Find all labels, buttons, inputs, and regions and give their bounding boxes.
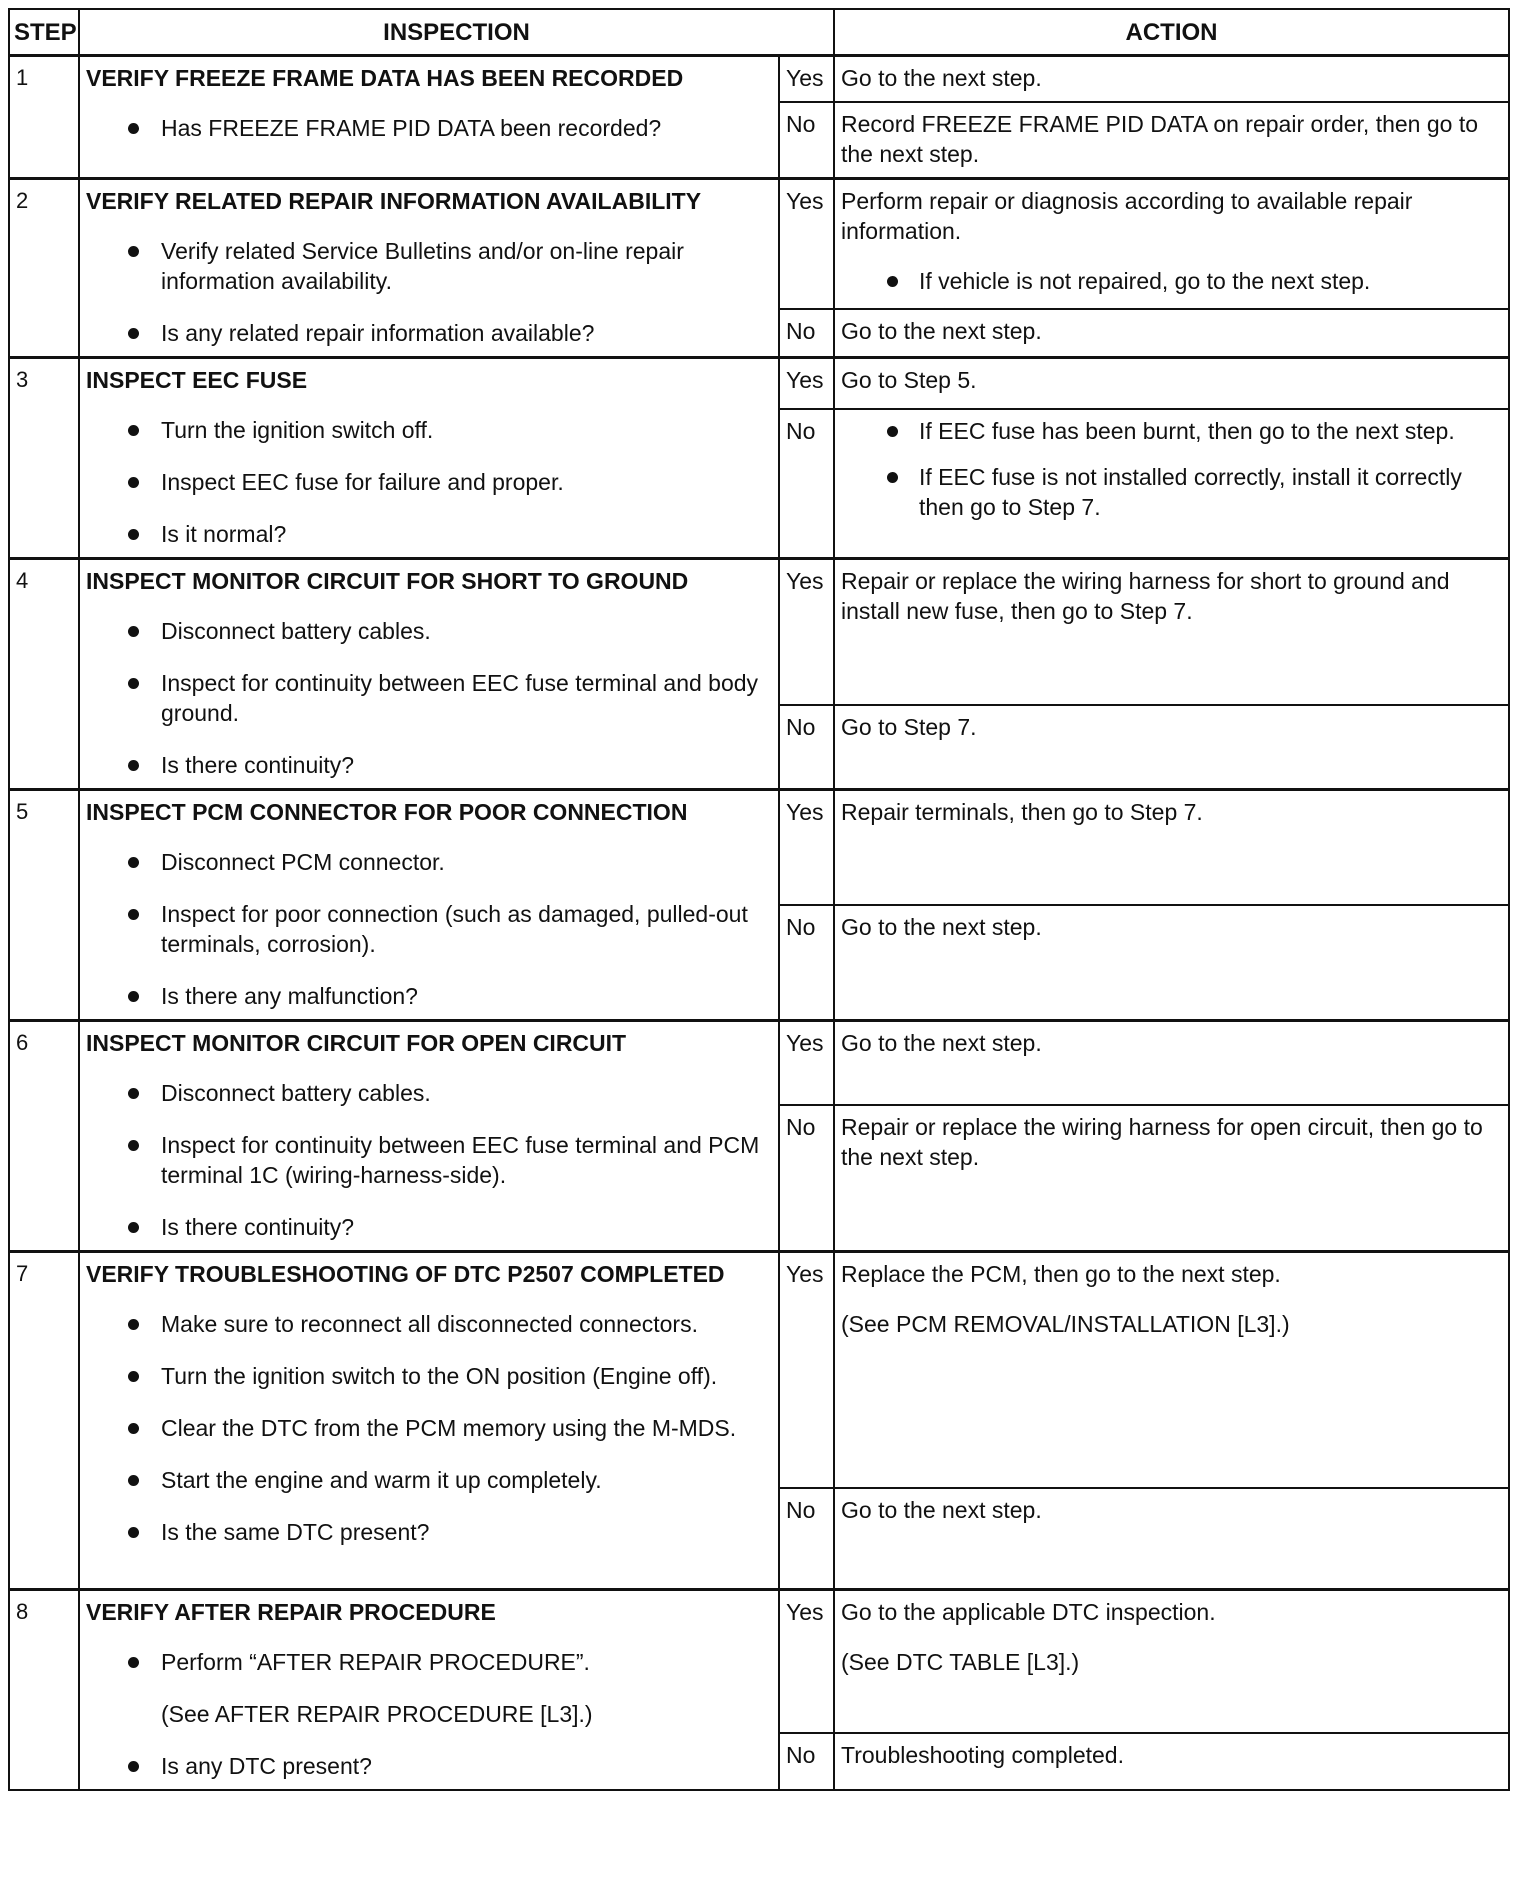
table-row bbox=[9, 1021, 1509, 1106]
bullet-dot-icon bbox=[128, 425, 139, 436]
inspection-bullet-item bbox=[86, 1078, 772, 1108]
step-number: 3 bbox=[9, 358, 79, 559]
inspection-title: INSPECT EEC FUSE bbox=[86, 367, 308, 393]
table-row bbox=[9, 1252, 1509, 1488]
inspection-cell bbox=[79, 559, 779, 790]
table-row bbox=[9, 1590, 1509, 1734]
no-label: No bbox=[779, 309, 834, 357]
inspection-title: VERIFY AFTER REPAIR PROCEDURE bbox=[86, 1599, 496, 1625]
no-label: No bbox=[779, 1733, 834, 1790]
yes-action-text: Go to the next step. bbox=[841, 1030, 1042, 1056]
inspection-bullet-item bbox=[86, 1517, 772, 1547]
inspection-bullet-item bbox=[86, 750, 772, 780]
no-label: No bbox=[779, 1488, 834, 1590]
yes-label: Yes bbox=[779, 56, 834, 103]
bullet-dot-icon bbox=[128, 1761, 139, 1772]
inspection-bullet-list bbox=[86, 1751, 772, 1781]
inspection-cell bbox=[79, 1252, 779, 1590]
header-step: STEP bbox=[9, 9, 79, 56]
yes-label: Yes bbox=[779, 358, 834, 409]
inspection-bullet-text: Is there any malfunction? bbox=[161, 983, 418, 1009]
inspection-bullet-text: Inspect for continuity between EEC fuse terminal and PCM terminal 1C (wiring-harness-side). bbox=[161, 1132, 760, 1188]
inspection-bullet-list bbox=[86, 415, 772, 549]
inspection-bullet-item bbox=[86, 318, 772, 348]
inspection-bullet-text: Start the engine and warm it up completely. bbox=[161, 1467, 602, 1493]
inspection-cell bbox=[79, 1021, 779, 1252]
yes-action-cell bbox=[834, 790, 1509, 906]
no-label: No bbox=[779, 1105, 834, 1251]
yes-action-cell bbox=[834, 1252, 1509, 1488]
inspection-bullet-item bbox=[86, 1130, 772, 1190]
inspection-cell bbox=[79, 56, 779, 179]
table-body bbox=[9, 56, 1509, 1791]
yes-action-bullet-text: If vehicle is not repaired, go to the next step. bbox=[919, 268, 1371, 294]
inspection-bullet-item bbox=[86, 1212, 772, 1242]
yes-action-text: (See PCM REMOVAL/INSTALLATION [L3].) bbox=[841, 1311, 1290, 1337]
bullet-dot-icon bbox=[128, 678, 139, 689]
bullet-dot-icon bbox=[128, 1475, 139, 1486]
inspection-bullet-item bbox=[86, 1309, 772, 1339]
yes-action-text: Perform repair or diagnosis according to available repair information. bbox=[841, 188, 1413, 244]
no-action-text: Record FREEZE FRAME PID DATA on repair order, then go to the next step. bbox=[841, 111, 1479, 167]
no-label: No bbox=[779, 705, 834, 790]
inspection-title: VERIFY TROUBLESHOOTING OF DTC P2507 COMPLETED bbox=[86, 1261, 725, 1287]
bullet-dot-icon bbox=[887, 472, 898, 483]
inspection-bullet-item bbox=[86, 113, 772, 143]
inspection-cell bbox=[79, 790, 779, 1021]
inspection-bullet-text: Is there continuity? bbox=[161, 1214, 355, 1240]
inspection-bullet-item bbox=[86, 847, 772, 877]
bullet-dot-icon bbox=[128, 1222, 139, 1233]
step-number: 4 bbox=[9, 559, 79, 790]
no-action-text: Repair or replace the wiring harness for open circuit, then go to the next step. bbox=[841, 1114, 1483, 1171]
inspection-bullet-item bbox=[86, 1647, 772, 1677]
inspection-bullet-text: Disconnect PCM connector. bbox=[161, 849, 445, 875]
yes-action-text: Go to the applicable DTC inspection. bbox=[841, 1599, 1216, 1625]
inspection-bullet-list bbox=[86, 1078, 772, 1242]
bullet-dot-icon bbox=[128, 1371, 139, 1382]
yes-action-cell bbox=[834, 358, 1509, 409]
inspection-bullet-list bbox=[86, 1647, 772, 1677]
bullet-dot-icon bbox=[128, 909, 139, 920]
step-number: 5 bbox=[9, 790, 79, 1021]
yes-label: Yes bbox=[779, 559, 834, 705]
no-label: No bbox=[779, 102, 834, 179]
inspection-title: INSPECT MONITOR CIRCUIT FOR OPEN CIRCUIT bbox=[86, 1030, 627, 1056]
inspection-bullet-item bbox=[86, 668, 772, 728]
inspection-bullet-item bbox=[86, 1361, 772, 1391]
yes-action-cell bbox=[834, 1021, 1509, 1106]
inspection-title: VERIFY FREEZE FRAME DATA HAS BEEN RECORDED bbox=[86, 65, 684, 91]
no-action-bullet-list bbox=[841, 416, 1502, 522]
no-action-cell bbox=[834, 905, 1509, 1021]
yes-action-bullet-list bbox=[841, 266, 1502, 296]
table-row bbox=[9, 790, 1509, 906]
table-row bbox=[9, 559, 1509, 705]
yes-label: Yes bbox=[779, 1252, 834, 1488]
yes-action-text: Go to Step 5. bbox=[841, 367, 977, 393]
inspection-bullet-text: Is there continuity? bbox=[161, 752, 355, 778]
step-number: 2 bbox=[9, 179, 79, 358]
no-label: No bbox=[779, 409, 834, 559]
yes-action-cell bbox=[834, 559, 1509, 705]
bullet-dot-icon bbox=[128, 626, 139, 637]
dtc-troubleshooting-table bbox=[8, 8, 1510, 1791]
inspection-bullet-item bbox=[86, 1751, 772, 1781]
inspection-bullet-text: Turn the ignition switch to the ON position (Engine off). bbox=[161, 1363, 718, 1389]
inspection-bullet-text: Inspect for poor connection (such as damaged, pulled-out terminals, corrosion). bbox=[161, 901, 748, 957]
inspection-cell bbox=[79, 358, 779, 559]
bullet-dot-icon bbox=[128, 1527, 139, 1538]
step-number: 6 bbox=[9, 1021, 79, 1252]
yes-label: Yes bbox=[779, 790, 834, 906]
inspection-bullet-text: Disconnect battery cables. bbox=[161, 618, 431, 644]
no-action-cell bbox=[834, 309, 1509, 357]
inspection-bullet-item bbox=[86, 899, 772, 959]
yes-label: Yes bbox=[779, 1590, 834, 1734]
no-action-cell bbox=[834, 409, 1509, 559]
inspection-cell bbox=[79, 1590, 779, 1791]
bullet-dot-icon bbox=[128, 760, 139, 771]
step-number: 8 bbox=[9, 1590, 79, 1791]
bullet-dot-icon bbox=[128, 1088, 139, 1099]
inspection-bullet-item bbox=[86, 467, 772, 497]
inspection-bullet-list bbox=[86, 616, 772, 780]
inspection-bullet-item bbox=[86, 519, 772, 549]
no-action-cell bbox=[834, 102, 1509, 179]
inspection-bullet-text: Make sure to reconnect all disconnected connectors. bbox=[161, 1311, 698, 1337]
inspection-bullet-text: Is any related repair information available? bbox=[161, 320, 595, 346]
inspection-bullet-item bbox=[86, 1465, 772, 1495]
no-action-bullet-text: If EEC fuse has been burnt, then go to the next step. bbox=[919, 417, 1455, 444]
no-action-text: Troubleshooting completed. bbox=[841, 1742, 1124, 1769]
yes-action-cell bbox=[834, 1590, 1509, 1734]
yes-label: Yes bbox=[779, 179, 834, 310]
yes-action-text: Go to the next step. bbox=[841, 65, 1042, 91]
yes-action-text: (See DTC TABLE [L3].) bbox=[841, 1649, 1080, 1675]
inspection-title: INSPECT PCM CONNECTOR FOR POOR CONNECTION bbox=[86, 799, 688, 825]
inspection-bullet-text: Is any DTC present? bbox=[161, 1753, 372, 1779]
inspection-bullet-list bbox=[86, 847, 772, 1011]
no-action-text: Go to the next step. bbox=[841, 914, 1042, 940]
inspection-bullet-item bbox=[86, 415, 772, 445]
no-action-cell bbox=[834, 1488, 1509, 1590]
inspection-bullet-item bbox=[86, 236, 772, 296]
yes-label: Yes bbox=[779, 1021, 834, 1106]
table-row bbox=[9, 56, 1509, 103]
yes-action-bullet-item bbox=[841, 266, 1502, 296]
step-number: 7 bbox=[9, 1252, 79, 1590]
inspection-bullet-text: Inspect for continuity between EEC fuse terminal and body ground. bbox=[161, 670, 759, 726]
inspection-bullet-text: Is it normal? bbox=[161, 521, 287, 547]
no-action-cell bbox=[834, 1733, 1509, 1790]
bullet-dot-icon bbox=[128, 857, 139, 868]
inspection-bullet-text: Verify related Service Bulletins and/or on-line repair information availability. bbox=[161, 238, 684, 294]
inspection-bullet-item bbox=[86, 1413, 772, 1443]
bullet-dot-icon bbox=[128, 328, 139, 339]
inspection-bullet-list bbox=[86, 1309, 772, 1547]
no-action-cell bbox=[834, 705, 1509, 790]
no-action-bullet-text: If EEC fuse is not installed correctly, install it correctly then go to Step 7. bbox=[919, 463, 1462, 520]
inspection-bullet-text: Disconnect battery cables. bbox=[161, 1080, 431, 1106]
bullet-dot-icon bbox=[128, 1140, 139, 1151]
bullet-dot-icon bbox=[128, 123, 139, 134]
no-action-text: Go to the next step. bbox=[841, 318, 1042, 345]
inspection-bullet-list bbox=[86, 236, 772, 348]
bullet-dot-icon bbox=[887, 426, 898, 437]
inspection-title: VERIFY RELATED REPAIR INFORMATION AVAILABILITY bbox=[86, 188, 702, 214]
yes-action-cell bbox=[834, 56, 1509, 103]
inspection-bullet-text: Is the same DTC present? bbox=[161, 1519, 430, 1545]
inspection-bullet-text: Clear the DTC from the PCM memory using the M-MDS. bbox=[161, 1415, 737, 1441]
bullet-dot-icon bbox=[128, 246, 139, 257]
bullet-dot-icon bbox=[128, 477, 139, 488]
inspection-bullet-text: Inspect EEC fuse for failure and proper. bbox=[161, 469, 564, 495]
table-header-row bbox=[9, 9, 1509, 56]
yes-action-text: Repair terminals, then go to Step 7. bbox=[841, 799, 1203, 825]
inspection-bullet-item bbox=[86, 981, 772, 1011]
no-action-cell bbox=[834, 1105, 1509, 1251]
bullet-dot-icon bbox=[128, 1657, 139, 1668]
troubleshooting-document bbox=[8, 8, 1508, 1791]
bullet-dot-icon bbox=[128, 1423, 139, 1434]
bullet-dot-icon bbox=[128, 529, 139, 540]
inspection-bullet-text: Perform “AFTER REPAIR PROCEDURE”. bbox=[161, 1649, 590, 1675]
table-row bbox=[9, 179, 1509, 310]
inspection-cell bbox=[79, 179, 779, 358]
inspection-bullet-list bbox=[86, 113, 772, 143]
bullet-dot-icon bbox=[887, 276, 898, 287]
inspection-title: INSPECT MONITOR CIRCUIT FOR SHORT TO GROUND bbox=[86, 568, 689, 594]
no-action-text: Go to the next step. bbox=[841, 1496, 1042, 1523]
inspection-bullet-item bbox=[86, 616, 772, 646]
header-action: ACTION bbox=[834, 9, 1509, 56]
bullet-dot-icon bbox=[128, 991, 139, 1002]
table-row bbox=[9, 358, 1509, 409]
yes-action-cell bbox=[834, 179, 1509, 310]
inspection-subnote: (See AFTER REPAIR PROCEDURE [L3].) bbox=[161, 1701, 593, 1727]
no-label: No bbox=[779, 905, 834, 1021]
bullet-dot-icon bbox=[128, 1319, 139, 1330]
inspection-bullet-text: Turn the ignition switch off. bbox=[161, 417, 434, 443]
inspection-bullet-text: Has FREEZE FRAME PID DATA been recorded? bbox=[161, 115, 662, 141]
header-inspection: INSPECTION bbox=[79, 9, 834, 56]
yes-action-text: Replace the PCM, then go to the next step. bbox=[841, 1261, 1281, 1287]
step-number: 1 bbox=[9, 56, 79, 179]
no-action-bullet-item bbox=[841, 416, 1502, 446]
yes-action-text: Repair or replace the wiring harness for short to ground and install new fuse, then go to Step 7. bbox=[841, 568, 1450, 624]
no-action-bullet-item bbox=[841, 462, 1502, 522]
no-action-text: Go to Step 7. bbox=[841, 713, 977, 740]
